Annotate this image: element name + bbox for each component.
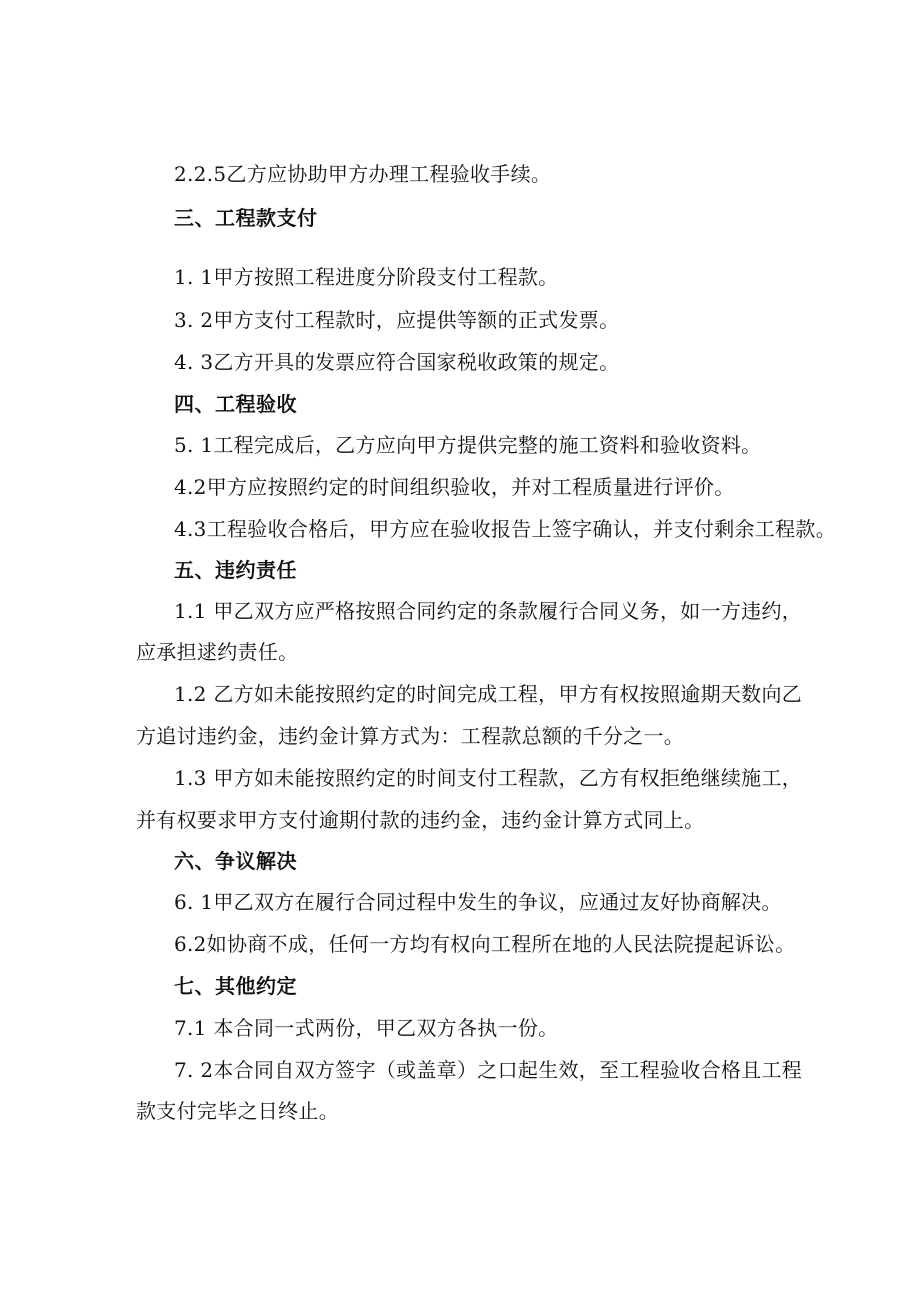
clause-5-3-line-2: 并有权要求甲方支付逾期付款的违约金，违约金计算方式同上。	[136, 808, 705, 832]
clause-6-1: 6. 1甲乙双方在履行合同过程中发生的争议，应通过友好协商解决。	[174, 890, 782, 914]
section-heading-4: 四、工程验收	[174, 392, 297, 416]
section-heading-3: 三、工程款支付	[174, 206, 318, 230]
clause-7-2-line-2: 款支付完毕之日终止。	[136, 1099, 339, 1123]
clause-5-2-line-1: 1.2 乙方如未能按照约定的时间完成工程，甲方有权按照逾期天数向乙	[174, 682, 803, 706]
section-heading-6: 六、争议解决	[174, 849, 297, 873]
clause-5-1-line-1: 1.1 甲乙双方应严格按照合同约定的条款履行合同义务，如一方违约，	[174, 599, 803, 623]
clause-7-2-line-1: 7. 2本合同自双方签字（或盖章）之口起生效，至工程验收合格且工程	[174, 1058, 803, 1082]
section-heading-5: 五、违约责任	[174, 558, 297, 582]
section-heading-7: 七、其他约定	[174, 974, 297, 998]
clause-5-3-line-1: 1.3 甲方如未能按照约定的时间支付工程款，乙方有权拒绝继续施工，	[174, 766, 803, 790]
clause-2-2-5: 2.2.5乙方应协助甲方办理工程验收手续。	[174, 162, 552, 186]
clause-5-1-line-2: 应承担逑约责任。	[136, 640, 299, 664]
clause-4-2: 4.2甲方应按照约定的时间组织验收，并对工程质量进行评价。	[174, 475, 735, 499]
clause-7-1: 7.1 本合同一式两份，甲乙双方各执一份。	[174, 1016, 559, 1040]
clause-3-2: 3. 2甲方支付工程款时，应提供等额的正式发票。	[174, 308, 620, 332]
clause-3-1: 1. 1甲方按照工程进度分阶段支付工程款。	[174, 265, 559, 289]
clause-6-2: 6.2如协商不成，任何一方均有权向工程所在地的人民法院提起诉讼。	[174, 932, 796, 956]
clause-5-2-line-2: 方追讨违约金，违约金计算方式为：工程款总额的千分之一。	[136, 724, 685, 748]
clause-3-3: 4. 3乙方开具的发票应符合国家税收政策的规定。	[174, 350, 620, 374]
clause-4-1: 5. 1工程完成后，乙方应向甲方提供完整的施工资料和验收资料。	[174, 433, 762, 457]
clause-4-3: 4.3工程验收合格后，甲方应在验收报告上签字确认，并支付剩余工程款。	[174, 517, 837, 541]
